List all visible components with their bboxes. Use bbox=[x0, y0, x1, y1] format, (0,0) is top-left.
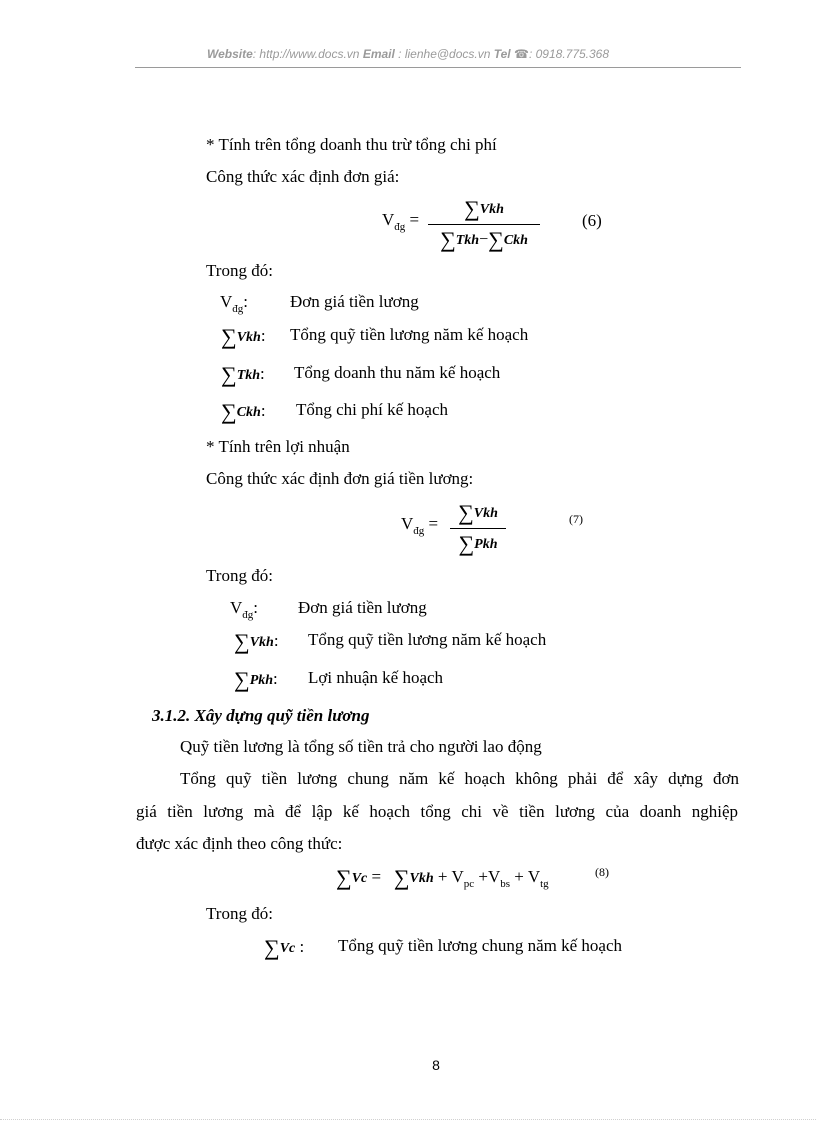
def2-symbol-pkh: ∑Pkh: bbox=[234, 667, 278, 692]
formula-7-fraction bbox=[450, 500, 506, 557]
page-header bbox=[0, 47, 816, 61]
page-bottom-divider bbox=[0, 1119, 816, 1120]
formula-7-lhs: $V_{đg}$ = bbox=[401, 514, 439, 537]
formula-6-numerator: ∑Vkh bbox=[428, 196, 540, 225]
paragraph-2-line-3: được xác định theo công thức: bbox=[136, 834, 343, 853]
def1-symbol-ckh: ∑Ckh: bbox=[221, 399, 266, 424]
formula-6-lhs: $V_{đg}$ = bbox=[382, 210, 420, 233]
telephone-icon: ☎ bbox=[514, 47, 529, 61]
formula-6-fraction bbox=[428, 196, 540, 253]
def2-desc-vdg: Đơn giá tiền lương bbox=[298, 598, 427, 617]
formula-7-number: (7) bbox=[569, 512, 583, 526]
def3-desc-vc: Tổng quỹ tiền lương chung năm kế hoạch bbox=[338, 936, 623, 955]
website-value: : http://www.docs.vn bbox=[252, 47, 360, 61]
def1-desc-tkh: Tổng doanh thu năm kế hoạch bbox=[294, 363, 501, 382]
paragraph-2-line-2: giá tiền lương mà để lập kế hoạch tổng chi về tiền lương của doanh nghiệp bbox=[136, 802, 738, 821]
def2-symbol-vkh: ∑Vkh: bbox=[234, 629, 279, 654]
def1-desc-vkh: Tổng quỹ tiền lương năm kế hoạch bbox=[290, 325, 529, 344]
email-value: : lienhe@docs.vn bbox=[398, 47, 491, 61]
tel-label: Tel bbox=[493, 47, 511, 61]
def1-desc-ckh: Tổng chi phí kế hoạch bbox=[296, 400, 449, 419]
where-label-3: Trong đó: bbox=[206, 904, 273, 923]
paragraph-2-line-1: Tổng quỹ tiền lương chung năm kế hoạch không phải để xây dựng đơn bbox=[180, 769, 739, 788]
def1-symbol-tkh: ∑Tkh: bbox=[221, 362, 265, 387]
def1-desc-vdg: Đơn giá tiền lương bbox=[290, 292, 419, 311]
def1-symbol-vkh: ∑Vkh: bbox=[221, 324, 266, 349]
formula-8: ∑Vc = $\sum Vkh + V_{pc} +V_{bs} + V_{tg}$ bbox=[336, 865, 549, 890]
def1-symbol-vdg: $V_{đg}$: bbox=[220, 292, 249, 315]
formula-6-number: (6) bbox=[582, 211, 602, 230]
formula-8-number: (8) bbox=[595, 865, 609, 879]
formula-intro-2: Công thức xác định đơn giá tiền lương: bbox=[206, 469, 474, 488]
where-label-2: Trong đó: bbox=[206, 566, 273, 585]
paragraph-1: Quỹ tiền lương là tổng số tiền trả cho người lao động bbox=[180, 737, 542, 756]
def2-symbol-vdg: $V_{đg}$: bbox=[230, 598, 259, 621]
where-label-1: Trong đó: bbox=[206, 261, 273, 280]
formula-6-denominator: ∑Tkh−∑Ckh bbox=[440, 227, 528, 252]
def3-symbol-vc: ∑Vc : bbox=[264, 935, 305, 960]
formula-7-denominator: ∑Pkh bbox=[458, 531, 498, 556]
header-divider bbox=[135, 67, 741, 68]
line-revenue-minus-cost: * Tính trên tổng doanh thu trừ tổng chi phí bbox=[206, 135, 497, 154]
formula-intro-1: Công thức xác định đơn giá: bbox=[206, 167, 400, 186]
def2-desc-vkh: Tổng quỹ tiền lương năm kế hoạch bbox=[308, 630, 547, 649]
email-label: Email bbox=[362, 47, 395, 61]
tel-value: : 0918.775.368 bbox=[528, 47, 610, 61]
page-number: 8 bbox=[432, 1057, 440, 1073]
section-heading: 3.1.2. Xây dựng quỹ tiền lương bbox=[152, 706, 370, 725]
formula-7-numerator: ∑Vkh bbox=[450, 500, 506, 529]
def2-desc-pkh: Lợi nhuận kế hoạch bbox=[308, 668, 444, 687]
website-label: Website bbox=[206, 47, 253, 61]
line-profit: * Tính trên lợi nhuận bbox=[206, 437, 350, 456]
